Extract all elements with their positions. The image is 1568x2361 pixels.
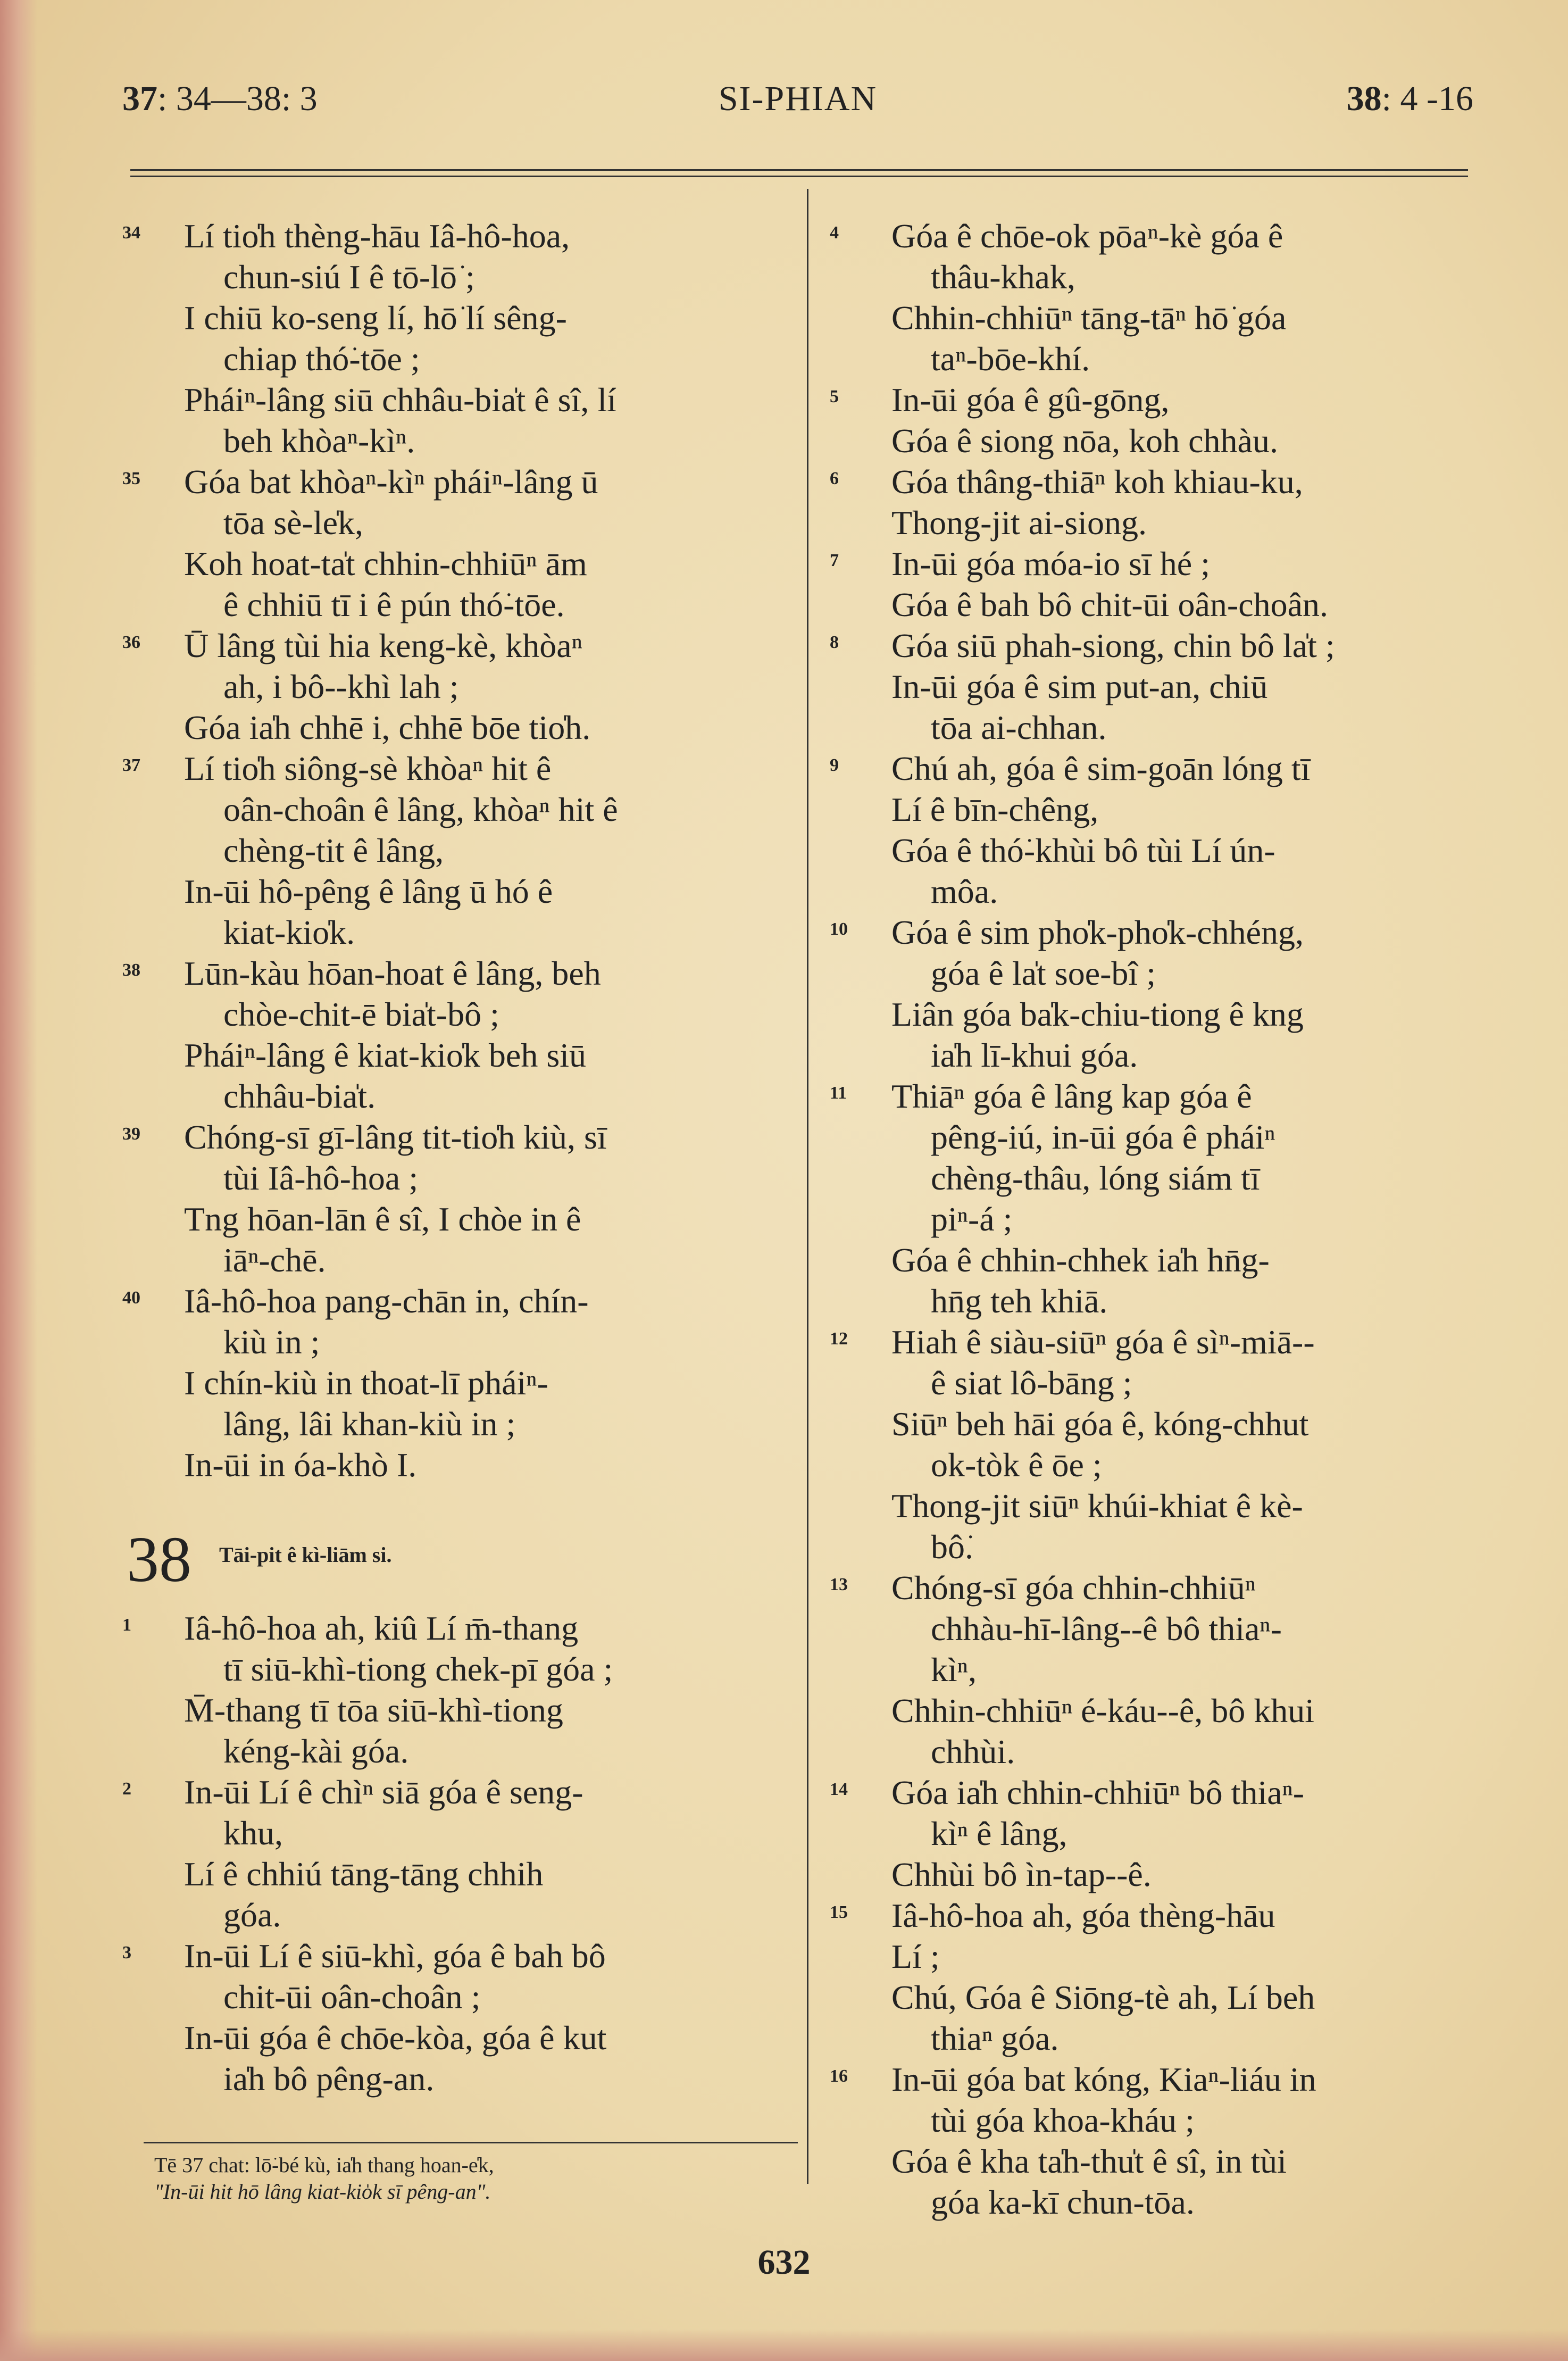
verse-line: Thiāⁿ góa ê lâng kap góa ê [891,1077,1252,1115]
chapter-number: 38 [127,1524,191,1595]
verse-line: chhùi. [931,1733,1015,1770]
verse-line: Chú, Góa ê Siōng-tè ah, Lí beh [891,1978,1315,2016]
verse-line: In-ūi góa ê chōe-kòa, góa ê kut [184,2019,607,2057]
verse-line: Góa siū phah-siong, chin bô la̍t ; [891,627,1335,664]
verse-line: In-ūi hô-pêng ê lâng ū hó ê [184,872,553,910]
column-divider [807,189,808,2184]
verse-number: 37 [122,755,140,775]
verse [830,2059,1479,2223]
verse-number: 40 [122,1288,140,1308]
verse-number: 9 [830,755,839,775]
verse-number: 6 [830,469,839,488]
verse-number: 7 [830,551,839,570]
verse-line: chèng-thâu, lóng siám tī [931,1159,1260,1197]
verse-line: Iâ-hô-hoa ah, kiû Lí m̄-thang [184,1609,579,1647]
left-column [122,215,787,2099]
verse-line: Liân góa ba̍k-chiu-tiong ê kng [891,995,1304,1033]
verse-line: Lí ; [891,1938,940,1975]
verse-line: kéng-kài góa. [223,1732,409,1770]
verse-line: Chóng-sī gī-lâng tit-tio̍h kiù, sī [184,1118,607,1156]
verse [830,748,1479,912]
verse-line: Pháiⁿ-lâng siū chhâu-bia̍t ê sî, lí [184,381,616,419]
footnote-rule [144,2142,798,2143]
verse-line: M̄-thang tī tōa siū-khì-tiong [184,1691,563,1729]
verse-line: chhàu-hī-lâng--ê bô thiaⁿ- [931,1610,1282,1648]
chapter-subtitle: Tāi-pit ê kì-liām si. [219,1543,392,1567]
verse-line: góa ka-kī chun-tōa. [931,2183,1195,2221]
verse-number: 34 [122,223,140,243]
verse [122,461,787,625]
verse-line: Góa ê kha ta̍h-thu̍t ê sî, in tùi [891,2142,1287,2180]
verse [830,1076,1479,1321]
verse-number: 10 [830,919,848,939]
page-edge-stain [0,0,37,2361]
verse [122,1935,787,2099]
verse-line: Góa ê bah bô chit-ūi oân-choân. [891,586,1329,623]
verse-line: Thong-jit siūⁿ khúi-khiat ê kè- [891,1487,1303,1525]
verse [830,461,1479,543]
verse-line: kìⁿ, [931,1651,977,1689]
header-rule [130,169,1468,171]
page-number: 632 [757,2243,811,2282]
verse-line: ia̍h bô pêng-an. [223,2060,435,2098]
verse-line: Lí ê bīn-chêng, [891,791,1099,828]
verse-line: góa ê la̍t soe-bî ; [931,954,1156,992]
verse-number: 15 [830,1902,848,1922]
verse-line: I chín-kiù in thoat-lī pháiⁿ- [184,1364,548,1402]
verse [830,543,1479,625]
verse-line: kiù in ; [223,1323,320,1361]
verse-number: 4 [830,223,839,243]
verse-number: 1 [122,1615,131,1635]
verse [830,379,1479,461]
verse-line: Góa ê chōe-ok pōaⁿ-kè góa ê [891,217,1283,255]
verse-line: Lí ê chhiú tāng-tāng chhih [184,1855,544,1893]
verse [830,1321,1479,1567]
verse-line: góa. [223,1896,281,1934]
footnote-line: Tē 37 chat: lō͘-bé kù, ia̍h thang hoan-e̍k, [154,2153,494,2177]
verse-line: Tng hōan-lān ê sî, I chòe in ê [184,1200,581,1238]
verse-line: tùi góa khoa-kháu ; [931,2101,1195,2139]
verse-number: 5 [830,387,839,406]
verse-line: tōa sè-le̍k, [223,504,363,542]
verse [830,215,1479,379]
header-right-reference: 38: 4 -16 [1346,79,1473,118]
verse-line: ê siat lô-bāng ; [931,1364,1132,1402]
verse-number: 36 [122,633,140,652]
verse-line: ia̍h lī-khui góa. [931,1036,1138,1074]
verse-line: tōa ai-chhan. [931,709,1107,746]
chapter-heading [122,1523,787,1608]
verse-line: môa. [931,872,998,910]
right-column [830,215,1479,2223]
header-rule [130,176,1468,177]
verse-line: Góa ia̍h chhin-chhiūⁿ bô thiaⁿ- [891,1774,1305,1811]
verse-line: ah, i bô--khì lah ; [223,668,459,705]
verse-line: Ū lâng tùi hia keng-kè, khòaⁿ [184,627,582,664]
verse-line: In-ūi góa bat kóng, Kiaⁿ-liáu in [891,2060,1316,2098]
verse-line: Góa bat khòaⁿ-kìⁿ pháiⁿ-lâng ū [184,463,598,501]
verse-line: Koh hoat-ta̍t chhin-chhiūⁿ ām [184,545,587,583]
verse-line: Lí tio̍h thèng-hāu Iâ-hô-hoa, [184,217,570,255]
verse-number: 2 [122,1779,131,1799]
verse-line: Iâ-hô-hoa pang-chān in, chín- [184,1282,589,1320]
verse-line: taⁿ-bōe-khí. [931,340,1090,378]
verse-line: Góa ê chhin-chhek ia̍h hn̄g- [891,1241,1270,1279]
verse [122,215,787,461]
verse-line: kiat-kio̍k. [223,913,355,951]
verse-line: Góa thâng-thiāⁿ koh khiau-ku, [891,463,1303,501]
verse-line: thiaⁿ góa. [931,2019,1059,2057]
verse [830,1772,1479,1895]
verse-line: In-ūi góa ê gû-gōng, [891,381,1170,419]
verse-line: chhâu-bia̍t. [223,1077,376,1115]
verse-line: Iâ-hô-hoa ah, góa thèng-hāu [891,1897,1275,1934]
verse [830,1567,1479,1772]
verse-number: 16 [830,2066,848,2086]
verse-line: iāⁿ-chē. [223,1241,326,1279]
verse-line: Chóng-sī góa chhin-chhiūⁿ [891,1569,1256,1607]
page-bottom-stain [0,2329,1568,2361]
verse-line: chun-siú I ê tō-lō͘ ; [223,258,475,296]
verse-line: Chhùi bô ìn-tap--ê. [891,1856,1152,1893]
verse-line: Chhin-chhiūⁿ tāng-tāⁿ hō͘ góa [891,299,1287,337]
verse-line: Thong-jit ai-siong. [891,504,1147,542]
verse-line: Pháiⁿ-lâng ê kiat-kio̍k beh siū [184,1036,586,1074]
verse-line: Chú ah, góa ê sim-goān lóng tī [891,750,1311,787]
verse-number: 12 [830,1329,848,1349]
verse-line: ok-tòk ê ōe ; [931,1446,1102,1484]
verse [122,1608,787,1772]
verse-line: In-ūi góa móa-io sī hé ; [891,545,1210,583]
verse-line: Góa ê thó͘-khùi bô tùi Lí ún- [891,832,1275,869]
verse-line: chèng-tit ê lâng, [223,832,444,869]
verse-line: hn̄g teh khiā. [931,1282,1108,1320]
verse-line: oân-choân ê lâng, khòaⁿ hit ê [223,791,618,828]
verse-line: tī siū-khì-tiong chek-pī góa ; [223,1650,613,1688]
verse [122,748,787,953]
verse [830,625,1479,748]
verse [122,625,787,748]
verse-line: kìⁿ ê lâng, [931,1815,1067,1852]
verse-line: lâng, lâi khan-kiù in ; [223,1405,516,1443]
verse-line: chòe-chit-ē bia̍t-bô ; [223,995,499,1033]
verse-line: piⁿ-á ; [931,1200,1013,1238]
verse-number: 39 [122,1124,140,1144]
verse-line: chiap thó͘-tōe ; [223,340,420,378]
verse-number: 8 [830,633,839,652]
verse-number: 14 [830,1780,848,1799]
verse-line: Lūn-kàu hōan-hoat ê lâng, beh [184,954,601,992]
verse-line: In-ūi góa ê sim put-an, chiū [891,668,1268,705]
verse-line: Góa ia̍h chhē i, chhē bōe tio̍h. [184,709,591,746]
verse-line: Hiah ê siàu-siūⁿ góa ê sìⁿ-miā-- [891,1323,1315,1361]
verse [830,1895,1479,2059]
verse-line: Lí tio̍h siông-sè khòaⁿ hit ê [184,750,552,787]
running-header [122,79,1473,127]
verse-line: In-ūi Lí ê chìⁿ siā góa ê seng- [184,1773,583,1811]
footnote-line: "In-ūi hit hō lâng kiat-kio̍k sī pêng-an". [154,2180,491,2204]
verse [122,953,787,1117]
verse-line: Chhin-chhiūⁿ é-káu--ê, bô khui [891,1692,1315,1730]
header-book-title: SI-PHIAN [718,79,878,118]
verse-line: In-ūi Lí ê siū-khì, góa ê bah bô [184,1937,606,1975]
verse-number: 3 [122,1943,131,1963]
header-left-reference: 37: 34—38: 3 [122,79,318,118]
verse-line: Góa ê sim pho̍k-pho̍k-chhéng, [891,913,1304,951]
verse-line: khu, [223,1814,283,1852]
verse-line: ê chhiū tī i ê pún thó͘-tōe. [223,586,565,623]
verse-line: thâu-khak, [931,258,1075,296]
verse-line: Góa ê siong nōa, koh chhàu. [891,422,1278,460]
verse [122,1772,787,1935]
verse [122,1117,787,1281]
verse [830,912,1479,1076]
verse-line: In-ūi in óa-khò I. [184,1446,417,1484]
verse-number: 11 [830,1083,847,1103]
verse-line: tùi Iâ-hô-hoa ; [223,1159,419,1197]
verse-number: 38 [122,960,140,980]
verse-line: bô͘. [931,1528,973,1566]
verse-line: pêng-iú, in-ūi góa ê pháiⁿ [931,1118,1275,1156]
verse-line: chit-ūi oân-choân ; [223,1978,481,2016]
verse [122,1281,787,1485]
verse-line: beh khòaⁿ-kìⁿ. [223,422,415,460]
verse-number: 35 [122,469,140,488]
verse-line: Siūⁿ beh hāi góa ê, kóng-chhut [891,1405,1309,1443]
footnote [154,2152,803,2205]
verse-number: 13 [830,1575,848,1594]
verse-line: I chiū ko-seng lí, hō͘ lí sêng- [184,299,567,337]
